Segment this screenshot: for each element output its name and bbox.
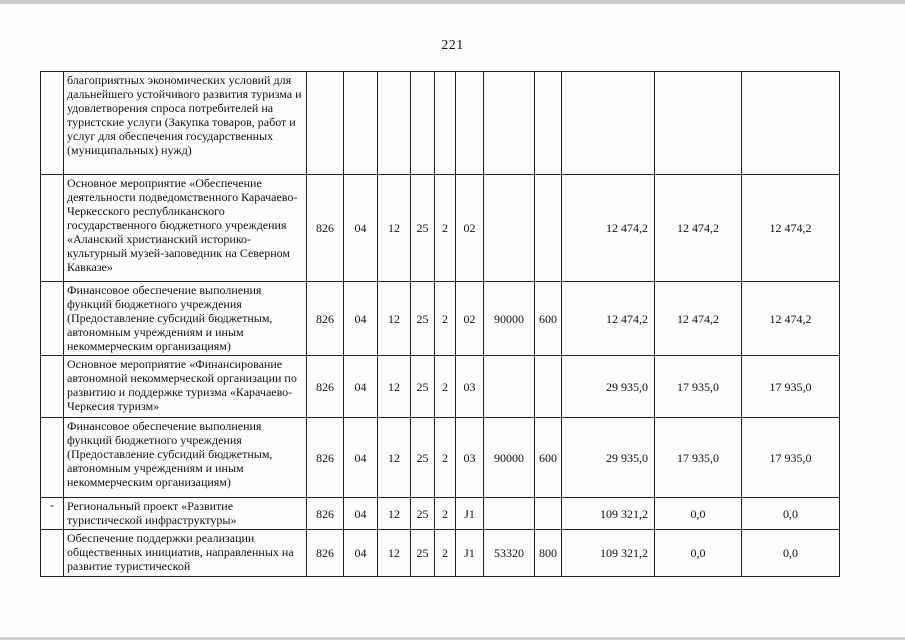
row-mark [41,175,64,282]
cell-expense-type: 600 [535,418,562,498]
row-description: Финансовое обеспечение выполнения функций бюджетного учреждения (Предоставление субсидий бюджетным, автономным учреждениям и иным некоммерческим организациям) [64,282,307,356]
table-row [41,72,840,175]
cell-expense-type: 600 [535,282,562,356]
cell-amount-2: 17 935,0 [655,418,742,498]
cell-code [307,72,344,175]
cell-code: 826 [307,356,344,418]
cell-event [456,72,484,175]
cell-direction [484,72,535,175]
cell-amount-1 [562,72,655,175]
row-mark [41,418,64,498]
cell-amount-1: 29 935,0 [562,356,655,418]
cell-code: 826 [307,530,344,577]
cell-amount-3: 0,0 [742,530,840,577]
cell-subprogram: 2 [435,530,456,577]
cell-amount-3: 12 474,2 [742,282,840,356]
cell-direction: 90000 [484,418,535,498]
cell-event: 02 [456,175,484,282]
cell-amount-1: 109 321,2 [562,530,655,577]
cell-subsection: 12 [378,498,411,530]
cell-code: 826 [307,282,344,356]
cell-amount-2: 12 474,2 [655,282,742,356]
row-mark [41,72,64,175]
cell-section: 04 [344,356,378,418]
cell-direction [484,498,535,530]
table-row [41,418,840,498]
cell-event: J1 [456,498,484,530]
cell-subsection: 12 [378,356,411,418]
cell-expense-type [535,175,562,282]
cell-program: 25 [411,530,435,577]
cell-event: J1 [456,530,484,577]
cell-direction: 53320 [484,530,535,577]
cell-subsection: 12 [378,418,411,498]
row-description: Основное мероприятие «Обеспечение деятельности подведомственного Карачаево-Черкесского республиканского государственного бюджетного учреждения «Аланский христианский историко-культурный музей-заповедник на Северном Кавказе» [64,175,307,282]
row-description: Финансовое обеспечение выполнения функций бюджетного учреждения (Предоставление субсидий бюджетным, автономным учреждениям и иным некоммерческим организациям) [64,418,307,498]
cell-amount-1: 12 474,2 [562,282,655,356]
cell-code: 826 [307,175,344,282]
cell-event: 03 [456,356,484,418]
cell-subsection [378,72,411,175]
cell-section [344,72,378,175]
cell-subprogram: 2 [435,282,456,356]
cell-section: 04 [344,498,378,530]
cell-amount-3 [742,72,840,175]
cell-expense-type [535,356,562,418]
cell-amount-3: 0,0 [742,498,840,530]
cell-amount-3: 17 935,0 [742,418,840,498]
cell-direction [484,356,535,418]
table-row [41,498,840,530]
cell-subprogram: 2 [435,418,456,498]
cell-amount-2 [655,72,742,175]
cell-section: 04 [344,282,378,356]
page-number: 221 [441,38,464,53]
cell-direction: 90000 [484,282,535,356]
cell-amount-3: 12 474,2 [742,175,840,282]
cell-code: 826 [307,498,344,530]
row-mark: - [41,498,64,530]
cell-section: 04 [344,175,378,282]
cell-amount-2: 12 474,2 [655,175,742,282]
cell-section: 04 [344,418,378,498]
scan-top-edge [0,0,905,4]
cell-expense-type [535,72,562,175]
row-description: Основное мероприятие «Финансирование автономной некоммерческой организации по развитию и поддержке туризма «Карачаево-Черкесия туризм» [64,356,307,418]
row-description: Региональный проект «Развитие туристической инфраструктуры» [64,498,307,530]
cell-amount-1: 109 321,2 [562,498,655,530]
table-row [41,530,840,577]
row-description: благоприятных экономических условий для дальнейшего устойчивого развития туризма и удовлетворения спроса потребителей на туристские услуги (Закупка товаров, работ и услуг для обеспечения государственных (муниципальных) нужд) [64,72,307,175]
cell-section: 04 [344,530,378,577]
cell-amount-2: 0,0 [655,498,742,530]
cell-program: 25 [411,282,435,356]
cell-program: 25 [411,356,435,418]
row-description: Обеспечение поддержки реализации общественных инициатив, направленных на развитие туристической [64,530,307,577]
cell-program: 25 [411,498,435,530]
table-row [41,282,840,356]
row-mark [41,282,64,356]
budget-table [40,71,840,577]
cell-amount-2: 17 935,0 [655,356,742,418]
cell-expense-type: 800 [535,530,562,577]
cell-amount-3: 17 935,0 [742,356,840,418]
cell-amount-1: 12 474,2 [562,175,655,282]
cell-direction [484,175,535,282]
cell-subsection: 12 [378,530,411,577]
cell-event: 03 [456,418,484,498]
table-row [41,175,840,282]
table-row [41,356,840,418]
cell-subsection: 12 [378,282,411,356]
row-mark [41,530,64,577]
cell-expense-type [535,498,562,530]
cell-subprogram: 2 [435,175,456,282]
row-mark [41,356,64,418]
cell-event: 02 [456,282,484,356]
cell-subsection: 12 [378,175,411,282]
cell-program: 25 [411,175,435,282]
cell-amount-1: 29 935,0 [562,418,655,498]
cell-program [411,72,435,175]
cell-subprogram: 2 [435,356,456,418]
cell-code: 826 [307,418,344,498]
cell-amount-2: 0,0 [655,530,742,577]
cell-program: 25 [411,418,435,498]
cell-subprogram [435,72,456,175]
cell-subprogram: 2 [435,498,456,530]
